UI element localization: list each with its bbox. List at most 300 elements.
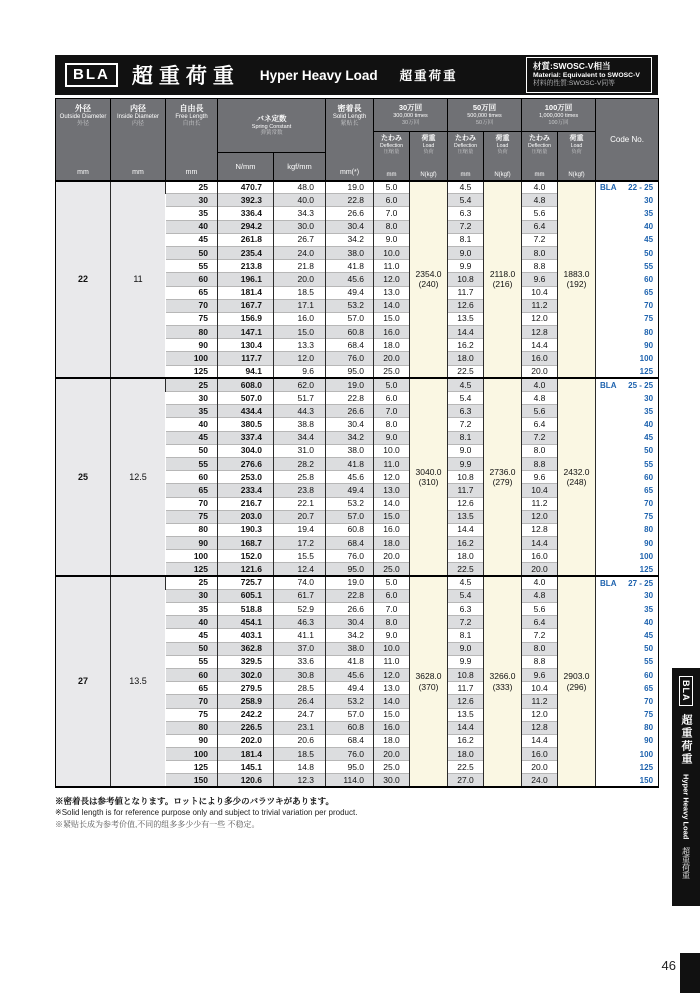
spring-constant-n-cell: 507.0 [218, 392, 274, 405]
material-box [526, 57, 652, 93]
deflection-cell: 9.6 [522, 273, 558, 286]
free-length-cell: 30 [166, 194, 218, 207]
solid-length-cell: 57.0 [326, 510, 374, 523]
deflection-cell: 4.8 [522, 194, 558, 207]
code-no-cell: 100 [596, 550, 659, 563]
free-length-cell: 45 [166, 233, 218, 246]
spring-constant-n-cell: 181.4 [218, 286, 274, 299]
free-length-cell: 50 [166, 246, 218, 259]
code-no-cell: 75 [596, 312, 659, 325]
deflection-cell: 13.0 [374, 286, 410, 299]
col-header-deflection-300k: たわみ Deflection 压缩量 mm [374, 132, 410, 181]
load-cell: 2354.0 (240) [410, 181, 448, 379]
spring-constant-kgf-cell: 44.3 [274, 405, 326, 418]
spring-constant-n-cell: 258.9 [218, 695, 274, 708]
deflection-cell: 4.8 [522, 589, 558, 602]
solid-length-cell: 41.8 [326, 457, 374, 470]
deflection-cell: 8.1 [448, 431, 484, 444]
solid-length-cell: 45.6 [326, 273, 374, 286]
solid-length-cell: 49.4 [326, 682, 374, 695]
spring-constant-kgf-cell: 17.2 [274, 537, 326, 550]
spring-constant-n-cell: 253.0 [218, 471, 274, 484]
spring-constant-n-cell: 470.7 [218, 181, 274, 194]
deflection-cell: 20.0 [522, 365, 558, 378]
deflection-cell: 22.5 [448, 365, 484, 378]
deflection-cell: 12.0 [374, 668, 410, 681]
deflection-cell: 15.0 [374, 312, 410, 325]
code-no-cell: 55 [596, 457, 659, 470]
solid-length-cell: 30.4 [326, 418, 374, 431]
spring-constant-kgf-cell: 25.8 [274, 471, 326, 484]
deflection-cell: 16.0 [374, 523, 410, 536]
deflection-cell: 13.5 [448, 510, 484, 523]
solid-length-cell: 68.4 [326, 734, 374, 747]
deflection-cell: 20.0 [522, 761, 558, 774]
spring-constant-kgf-cell: 28.2 [274, 457, 326, 470]
deflection-cell: 9.0 [374, 629, 410, 642]
solid-length-cell: 26.6 [326, 207, 374, 220]
deflection-cell: 9.0 [448, 444, 484, 457]
solid-length-cell: 41.8 [326, 260, 374, 273]
free-length-cell: 50 [166, 444, 218, 457]
code-no-cell: 40 [596, 220, 659, 233]
deflection-cell: 12.6 [448, 299, 484, 312]
col-header-inside-diameter: 内径 Inside Diameter 内径 mm [111, 99, 166, 181]
deflection-cell: 9.9 [448, 260, 484, 273]
page-number: 46 [661, 958, 676, 973]
spring-constant-n-cell: 403.1 [218, 629, 274, 642]
table-row [56, 576, 659, 589]
free-length-cell: 90 [166, 734, 218, 747]
spring-constant-kgf-cell: 33.6 [274, 655, 326, 668]
spring-constant-kgf-cell: 37.0 [274, 642, 326, 655]
code-no-cell: BLA 27 - 25 [596, 576, 659, 589]
spring-constant-kgf-cell: 20.6 [274, 734, 326, 747]
deflection-cell: 5.4 [448, 194, 484, 207]
free-length-cell: 150 [166, 774, 218, 787]
free-length-cell: 100 [166, 550, 218, 563]
col-header-deflection-500k: たわみ Deflection 压缩量 mm [448, 132, 484, 181]
solid-length-cell: 95.0 [326, 563, 374, 576]
deflection-cell: 4.5 [448, 181, 484, 194]
deflection-cell: 9.9 [448, 655, 484, 668]
spec-table-header [56, 99, 659, 181]
load-cell: 2432.0 (248) [558, 378, 596, 576]
spring-constant-kgf-cell: 23.8 [274, 484, 326, 497]
free-length-cell: 55 [166, 260, 218, 273]
free-length-cell: 100 [166, 352, 218, 365]
deflection-cell: 12.8 [522, 326, 558, 339]
code-no-cell: 125 [596, 563, 659, 576]
solid-length-cell: 60.8 [326, 523, 374, 536]
free-length-cell: 55 [166, 655, 218, 668]
code-no-cell: 55 [596, 655, 659, 668]
deflection-cell: 5.0 [374, 378, 410, 391]
deflection-cell: 6.0 [374, 392, 410, 405]
code-no-cell: 90 [596, 339, 659, 352]
solid-length-cell: 34.2 [326, 431, 374, 444]
deflection-cell: 8.1 [448, 629, 484, 642]
code-no-cell: 60 [596, 471, 659, 484]
spring-constant-kgf-cell: 23.1 [274, 721, 326, 734]
solid-length-cell: 19.0 [326, 576, 374, 589]
spring-constant-n-cell: 213.8 [218, 260, 274, 273]
spring-constant-kgf-cell: 20.7 [274, 510, 326, 523]
spring-constant-n-cell: 304.0 [218, 444, 274, 457]
free-length-cell: 25 [166, 378, 218, 391]
spring-constant-n-cell: 261.8 [218, 233, 274, 246]
spring-constant-n-cell: 329.5 [218, 655, 274, 668]
edge-tab-title-cn: 超重荷重 [681, 846, 691, 879]
free-length-cell: 25 [166, 181, 218, 194]
free-length-cell: 125 [166, 761, 218, 774]
deflection-cell: 10.0 [374, 642, 410, 655]
solid-length-cell: 60.8 [326, 721, 374, 734]
deflection-cell: 11.0 [374, 655, 410, 668]
deflection-cell: 8.0 [374, 418, 410, 431]
deflection-cell: 5.6 [522, 207, 558, 220]
free-length-cell: 35 [166, 603, 218, 616]
deflection-cell: 25.0 [374, 365, 410, 378]
solid-length-cell: 49.4 [326, 484, 374, 497]
spring-constant-n-cell: 196.1 [218, 273, 274, 286]
deflection-cell: 12.6 [448, 497, 484, 510]
spring-constant-kgf-cell: 62.0 [274, 378, 326, 391]
deflection-cell: 14.4 [522, 339, 558, 352]
code-no-cell: 35 [596, 405, 659, 418]
solid-length-cell: 30.4 [326, 616, 374, 629]
spring-constant-kgf-cell: 20.0 [274, 273, 326, 286]
spring-constant-kgf-cell: 38.8 [274, 418, 326, 431]
spring-constant-n-cell: 362.8 [218, 642, 274, 655]
deflection-cell: 9.6 [522, 668, 558, 681]
deflection-cell: 8.0 [522, 642, 558, 655]
free-length-cell: 60 [166, 668, 218, 681]
free-length-cell: 25 [166, 576, 218, 589]
load-cell: 3266.0 (333) [484, 576, 522, 787]
solid-length-cell: 95.0 [326, 365, 374, 378]
deflection-cell: 22.5 [448, 761, 484, 774]
free-length-cell: 70 [166, 695, 218, 708]
deflection-cell: 12.8 [522, 523, 558, 536]
deflection-cell: 11.0 [374, 260, 410, 273]
deflection-cell: 14.4 [448, 721, 484, 734]
spring-constant-n-cell: 380.5 [218, 418, 274, 431]
load-cell: 3628.0 (370) [410, 576, 448, 787]
deflection-cell: 7.0 [374, 207, 410, 220]
spring-constant-n-cell: 216.7 [218, 497, 274, 510]
solid-length-cell: 76.0 [326, 748, 374, 761]
deflection-cell: 14.4 [448, 326, 484, 339]
free-length-cell: 65 [166, 682, 218, 695]
solid-length-cell: 19.0 [326, 378, 374, 391]
code-no-cell: 70 [596, 299, 659, 312]
material-line-en: Material: Equivalent to SWOSC-V [533, 71, 640, 79]
code-no-cell: 50 [596, 444, 659, 457]
solid-length-cell: 45.6 [326, 471, 374, 484]
spring-constant-n-cell: 434.4 [218, 405, 274, 418]
deflection-cell: 4.0 [522, 378, 558, 391]
col-header-load-300k: 荷重 Load 负荷 N(kgf) [410, 132, 448, 181]
col-header-deflection-1000k: たわみ Deflection 压缩量 mm [522, 132, 558, 181]
spring-constant-kgf-cell: 48.0 [274, 181, 326, 194]
spring-constant-n-cell: 145.1 [218, 761, 274, 774]
deflection-cell: 4.0 [522, 181, 558, 194]
deflection-cell: 8.0 [522, 246, 558, 259]
solid-length-cell: 68.4 [326, 339, 374, 352]
solid-length-cell: 95.0 [326, 761, 374, 774]
spring-constant-n-cell: 242.2 [218, 708, 274, 721]
code-no-cell: 45 [596, 431, 659, 444]
spring-constant-kgf-cell: 19.4 [274, 523, 326, 536]
spring-constant-kgf-cell: 28.5 [274, 682, 326, 695]
solid-length-cell: 45.6 [326, 668, 374, 681]
spring-constant-n-cell: 235.4 [218, 246, 274, 259]
material-line-jp: 材質:SWOSC-V相当 [533, 61, 611, 72]
spring-constant-n-cell: 605.1 [218, 589, 274, 602]
deflection-cell: 8.1 [448, 233, 484, 246]
deflection-cell: 12.6 [448, 695, 484, 708]
spring-constant-kgf-cell: 9.6 [274, 365, 326, 378]
deflection-cell: 9.9 [448, 457, 484, 470]
deflection-cell: 12.8 [522, 721, 558, 734]
deflection-cell: 25.0 [374, 761, 410, 774]
deflection-cell: 11.2 [522, 299, 558, 312]
spring-constant-kgf-cell: 12.3 [274, 774, 326, 787]
deflection-cell: 6.0 [374, 194, 410, 207]
deflection-cell: 9.0 [374, 233, 410, 246]
solid-length-cell: 19.0 [326, 181, 374, 194]
deflection-cell: 16.0 [522, 550, 558, 563]
solid-length-cell: 38.0 [326, 642, 374, 655]
free-length-cell: 75 [166, 708, 218, 721]
solid-length-cell: 114.0 [326, 774, 374, 787]
solid-length-cell: 53.2 [326, 299, 374, 312]
code-no-cell: 80 [596, 523, 659, 536]
solid-length-cell: 26.6 [326, 603, 374, 616]
deflection-cell: 7.2 [448, 418, 484, 431]
deflection-cell: 6.4 [522, 616, 558, 629]
spring-constant-n-cell: 233.4 [218, 484, 274, 497]
spec-table-body [56, 181, 659, 788]
outside-diameter-cell: 25 [56, 378, 111, 576]
deflection-cell: 16.2 [448, 537, 484, 550]
deflection-cell: 4.5 [448, 378, 484, 391]
code-no-cell: 70 [596, 497, 659, 510]
spring-constant-kgf-cell: 17.1 [274, 299, 326, 312]
deflection-cell: 11.7 [448, 286, 484, 299]
spring-constant-kgf-cell: 13.3 [274, 339, 326, 352]
free-length-cell: 35 [166, 405, 218, 418]
free-length-cell: 55 [166, 457, 218, 470]
deflection-cell: 7.2 [448, 616, 484, 629]
deflection-cell: 10.0 [374, 444, 410, 457]
free-length-cell: 80 [166, 721, 218, 734]
deflection-cell: 5.4 [448, 589, 484, 602]
edge-index-tab [672, 668, 700, 906]
free-length-cell: 80 [166, 523, 218, 536]
free-length-cell: 40 [166, 220, 218, 233]
free-length-cell: 125 [166, 563, 218, 576]
free-length-cell: 90 [166, 537, 218, 550]
spring-constant-n-cell: 392.3 [218, 194, 274, 207]
deflection-cell: 10.8 [448, 668, 484, 681]
spring-constant-kgf-cell: 22.1 [274, 497, 326, 510]
free-length-cell: 45 [166, 629, 218, 642]
spring-constant-kgf-cell: 21.8 [274, 260, 326, 273]
deflection-cell: 7.2 [522, 629, 558, 642]
deflection-cell: 4.0 [522, 576, 558, 589]
deflection-cell: 18.0 [374, 734, 410, 747]
load-cell: 2903.0 (296) [558, 576, 596, 787]
spring-constant-kgf-cell: 61.7 [274, 589, 326, 602]
free-length-cell: 30 [166, 392, 218, 405]
spring-constant-n-cell: 302.0 [218, 668, 274, 681]
deflection-cell: 16.0 [374, 326, 410, 339]
spring-constant-kgf-cell: 26.7 [274, 233, 326, 246]
deflection-cell: 15.0 [374, 708, 410, 721]
load-cell: 3040.0 (310) [410, 378, 448, 576]
deflection-cell: 8.0 [374, 220, 410, 233]
deflection-cell: 13.5 [448, 708, 484, 721]
deflection-cell: 16.0 [522, 352, 558, 365]
code-no-cell: 50 [596, 246, 659, 259]
inside-diameter-cell: 11 [111, 181, 166, 379]
deflection-cell: 27.0 [448, 774, 484, 787]
spring-constant-n-cell: 120.6 [218, 774, 274, 787]
title-bar [55, 55, 658, 95]
deflection-cell: 18.0 [374, 537, 410, 550]
free-length-cell: 40 [166, 418, 218, 431]
deflection-cell: 9.0 [448, 246, 484, 259]
deflection-cell: 8.8 [522, 457, 558, 470]
code-no-cell: 75 [596, 708, 659, 721]
deflection-cell: 9.6 [522, 471, 558, 484]
free-length-cell: 75 [166, 312, 218, 325]
solid-length-cell: 76.0 [326, 352, 374, 365]
deflection-cell: 13.0 [374, 682, 410, 695]
solid-length-cell: 34.2 [326, 629, 374, 642]
free-length-cell: 90 [166, 339, 218, 352]
footnote-jp: ※密着長は参考値となります。ロットにより多少のバラツキがあります。 [55, 796, 334, 807]
spring-constant-kgf-cell: 51.7 [274, 392, 326, 405]
deflection-cell: 22.5 [448, 563, 484, 576]
code-no-cell: 90 [596, 734, 659, 747]
page-corner-mark [680, 953, 700, 993]
deflection-cell: 13.5 [448, 312, 484, 325]
solid-length-cell: 53.2 [326, 497, 374, 510]
deflection-cell: 11.7 [448, 682, 484, 695]
spring-constant-n-cell: 117.7 [218, 352, 274, 365]
deflection-cell: 5.4 [448, 392, 484, 405]
solid-length-cell: 34.2 [326, 233, 374, 246]
solid-length-cell: 76.0 [326, 550, 374, 563]
deflection-cell: 12.0 [522, 708, 558, 721]
deflection-cell: 11.0 [374, 457, 410, 470]
deflection-cell: 20.0 [374, 748, 410, 761]
deflection-cell: 6.3 [448, 603, 484, 616]
deflection-cell: 14.4 [522, 537, 558, 550]
spring-constant-kgf-cell: 18.5 [274, 748, 326, 761]
load-cell: 2118.0 (216) [484, 181, 522, 379]
deflection-cell: 6.4 [522, 418, 558, 431]
edge-tab-series-code: BLA [679, 676, 693, 706]
deflection-cell: 10.4 [522, 286, 558, 299]
spring-constant-kgf-cell: 34.3 [274, 207, 326, 220]
deflection-cell: 12.0 [522, 312, 558, 325]
outside-diameter-cell: 27 [56, 576, 111, 787]
col-header-load-1000k: 荷重 Load 负荷 N(kgf) [558, 132, 596, 181]
deflection-cell: 10.4 [522, 682, 558, 695]
code-no-cell: 30 [596, 589, 659, 602]
deflection-cell: 7.0 [374, 603, 410, 616]
col-header-code-no: Code No. [596, 99, 659, 181]
code-no-cell: 50 [596, 642, 659, 655]
deflection-cell: 7.2 [448, 220, 484, 233]
code-no-cell: 40 [596, 418, 659, 431]
deflection-cell: 7.2 [522, 431, 558, 444]
code-no-cell: 60 [596, 668, 659, 681]
deflection-cell: 9.0 [374, 431, 410, 444]
deflection-cell: 20.0 [374, 550, 410, 563]
deflection-cell: 11.7 [448, 484, 484, 497]
spring-constant-kgf-cell: 30.0 [274, 220, 326, 233]
spring-constant-kgf-cell: 26.4 [274, 695, 326, 708]
deflection-cell: 24.0 [522, 774, 558, 787]
col-header-outside-diameter: 外径 Outside Diameter 外径 mm [56, 99, 111, 181]
code-no-cell: 90 [596, 537, 659, 550]
spring-constant-n-cell: 202.0 [218, 734, 274, 747]
spring-constant-n-cell: 181.4 [218, 748, 274, 761]
deflection-cell: 16.0 [374, 721, 410, 734]
code-no-cell: 40 [596, 616, 659, 629]
free-length-cell: 40 [166, 616, 218, 629]
deflection-cell: 8.8 [522, 655, 558, 668]
spring-constant-kgf-cell: 12.0 [274, 352, 326, 365]
deflection-cell: 20.0 [374, 352, 410, 365]
spring-constant-kgf-cell: 40.0 [274, 194, 326, 207]
deflection-cell: 9.0 [448, 642, 484, 655]
deflection-cell: 11.2 [522, 497, 558, 510]
col-header-load-500k: 荷重 Load 负荷 N(kgf) [484, 132, 522, 181]
deflection-cell: 6.0 [374, 589, 410, 602]
code-no-cell: 150 [596, 774, 659, 787]
spring-constant-n-cell: 168.7 [218, 537, 274, 550]
deflection-cell: 11.2 [522, 695, 558, 708]
spring-constant-kgf-cell: 41.1 [274, 629, 326, 642]
code-no-cell: 35 [596, 207, 659, 220]
deflection-cell: 4.8 [522, 392, 558, 405]
deflection-cell: 18.0 [448, 748, 484, 761]
deflection-cell: 18.0 [448, 550, 484, 563]
spring-constant-kgf-cell: 18.5 [274, 286, 326, 299]
footnote-en: ※Solid length is for reference purpose only and subject to trivial variation per product. [55, 808, 358, 818]
code-no-cell: BLA 22 - 25 [596, 181, 659, 194]
code-no-cell: 35 [596, 603, 659, 616]
footnotes [55, 795, 658, 831]
deflection-cell: 12.0 [374, 471, 410, 484]
spring-constant-kgf-cell: 24.0 [274, 246, 326, 259]
deflection-cell: 10.0 [374, 246, 410, 259]
deflection-cell: 30.0 [374, 774, 410, 787]
deflection-cell: 7.2 [522, 233, 558, 246]
col-header-cycles-1000k: 100万回 1,000,000 times 100万回 [522, 99, 596, 132]
deflection-cell: 14.4 [448, 523, 484, 536]
solid-length-cell: 57.0 [326, 312, 374, 325]
spring-constant-kgf-cell: 15.0 [274, 326, 326, 339]
free-length-cell: 50 [166, 642, 218, 655]
table-row [56, 378, 659, 391]
